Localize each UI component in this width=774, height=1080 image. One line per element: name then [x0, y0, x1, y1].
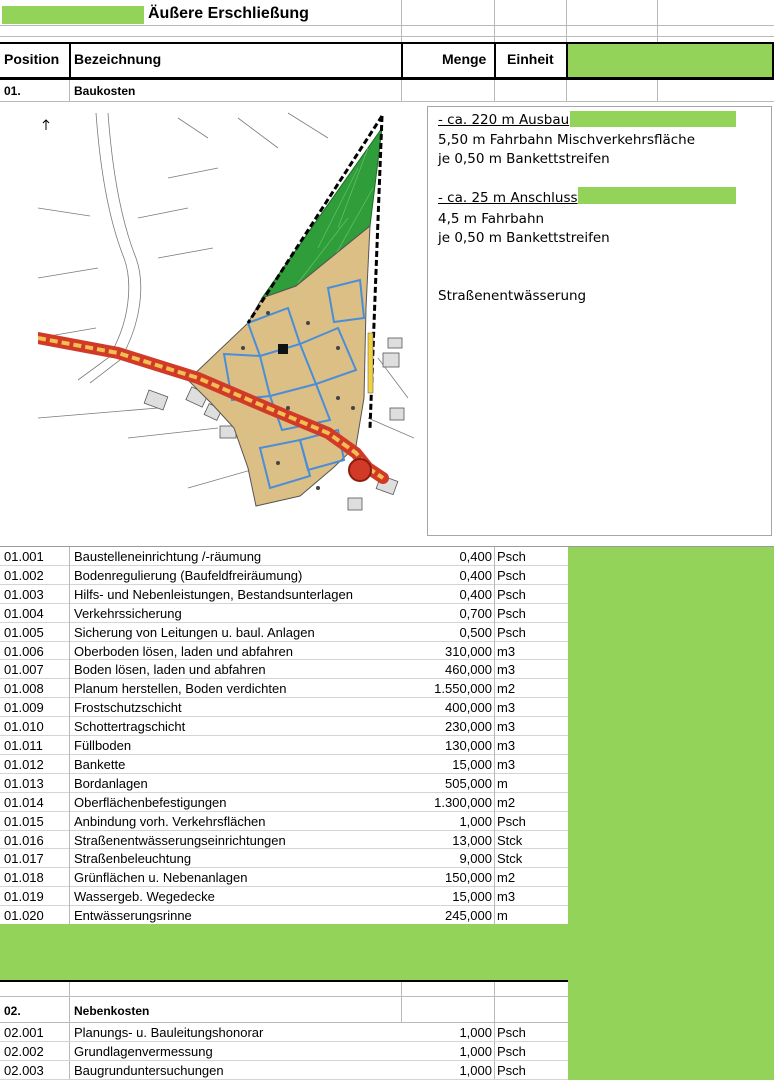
notes-redaction-2: [578, 187, 736, 204]
row-position: 02.003: [4, 1063, 44, 1078]
row-description: Baugrunduntersuchungen: [74, 1063, 224, 1078]
row-position: 01.006: [4, 643, 44, 659]
row-description: Füllboden: [74, 738, 132, 753]
row-unit: m3: [497, 662, 516, 678]
row-description: Entwässerungsrinne: [74, 908, 192, 924]
right-redaction-column: [568, 547, 774, 1080]
row-description: Bodenregulierung (Baufeldfreiräumung): [74, 567, 303, 583]
row-position: 01.011: [4, 738, 43, 753]
row-quantity: 15,000: [452, 756, 492, 772]
row-position: 01.014: [4, 794, 44, 810]
row-description: Planum herstellen, Boden verdichten: [74, 681, 287, 697]
row-unit: m2: [497, 794, 516, 810]
row-position: 01.007: [4, 662, 44, 678]
row-quantity: 310,000: [445, 643, 492, 659]
row-quantity: 505,000: [445, 775, 492, 791]
row-quantity: 130,000: [445, 738, 492, 753]
row-description: Verkehrssicherung: [74, 605, 182, 621]
row-position: 01.010: [4, 719, 44, 735]
row-position: 02.001: [4, 1025, 44, 1040]
row-position: 01.005: [4, 624, 44, 640]
row-description: Straßenentwässerungseinrichtungen: [74, 832, 286, 848]
site-plan-map: [38, 108, 414, 532]
row-quantity: 245,000: [445, 908, 492, 924]
header-einheit: Einheit: [507, 51, 554, 67]
notes-redaction-1: [570, 111, 736, 127]
notes-line-7: Straßenentwässerung: [438, 288, 587, 304]
row-position: 01.015: [4, 813, 44, 829]
row-position: 01.012: [4, 756, 44, 772]
section2-name: Nebenkosten: [74, 1004, 150, 1018]
row-quantity: 0,400: [459, 586, 492, 602]
row-unit: Psch: [497, 586, 526, 602]
section-redaction-bar: [0, 924, 568, 980]
row-description: Oberboden lösen, laden und abfahren: [74, 643, 294, 659]
row-unit: Stck: [497, 832, 523, 848]
row-description: Planungs- u. Bauleitungshonorar: [74, 1025, 264, 1040]
row-unit: m3: [497, 719, 516, 735]
section1-number: 01.: [4, 84, 21, 98]
notes-line-6: je 0,50 m Bankettstreifen: [438, 230, 610, 246]
row-description: Oberflächenbefestigungen: [74, 794, 227, 810]
notes-box: [427, 106, 772, 536]
row-position: 01.013: [4, 775, 44, 791]
header-redaction-bar: [568, 44, 772, 77]
row-quantity: 460,000: [445, 662, 492, 678]
row-position: 02.002: [4, 1044, 44, 1059]
row-unit: m3: [497, 756, 516, 772]
row-position: 01.009: [4, 700, 44, 716]
row-unit: Psch: [497, 624, 526, 640]
row-unit: m2: [497, 870, 516, 886]
row-position: 01.008: [4, 681, 44, 697]
row-quantity: 0,400: [459, 549, 492, 564]
row-description: Grundlagenvermessung: [74, 1044, 213, 1059]
row-description: Frostschutzschicht: [74, 700, 182, 716]
row-unit: Psch: [497, 813, 526, 829]
row-unit: Stck: [497, 851, 523, 867]
header-menge: Menge: [442, 51, 487, 67]
row-description: Bankette: [74, 756, 126, 772]
row-description: Wassergeb. Wegedecke: [74, 889, 215, 905]
row-unit: m3: [497, 738, 516, 753]
row-unit: m: [497, 775, 508, 791]
row-unit: m3: [497, 889, 516, 905]
notes-line-4: - ca. 25 m Anschluss: [438, 190, 578, 206]
row-quantity: 1,000: [459, 1063, 492, 1078]
row-unit: Psch: [497, 1044, 526, 1059]
row-unit: m2: [497, 681, 516, 697]
header-bezeichnung: Bezeichnung: [74, 51, 162, 67]
notes-line-3: je 0,50 m Bankettstreifen: [438, 151, 610, 167]
row-quantity: 0,700: [459, 605, 492, 621]
row-position: 01.019: [4, 889, 44, 905]
row-description: Anbindung vorh. Verkehrsflächen: [74, 813, 266, 829]
row-unit: m3: [497, 643, 516, 659]
row-quantity: 15,000: [452, 889, 492, 905]
row-description: Straßenbeleuchtung: [74, 851, 192, 867]
header-position: Position: [4, 51, 60, 67]
row-unit: Psch: [497, 1025, 526, 1040]
page-title: Äußere Erschließung: [148, 5, 309, 22]
row-quantity: 1.550,000: [434, 681, 492, 697]
row-quantity: 1.300,000: [434, 794, 492, 810]
row-quantity: 1,000: [459, 1025, 492, 1040]
section2-number: 02.: [4, 1004, 21, 1018]
notes-line-2: 5,50 m Fahrbahn Mischverkehrsfläche: [438, 132, 696, 148]
row-description: Bordanlagen: [74, 775, 148, 791]
row-quantity: 150,000: [445, 870, 492, 886]
row-quantity: 1,000: [459, 813, 492, 829]
row-quantity: 0,400: [459, 567, 492, 583]
notes-line-1: - ca. 220 m Ausbau: [438, 112, 570, 128]
row-quantity: 230,000: [445, 719, 492, 735]
row-unit: Psch: [497, 1063, 526, 1078]
section1-name: Baukosten: [74, 84, 136, 98]
row-position: 01.020: [4, 908, 44, 924]
row-unit: Psch: [497, 549, 526, 564]
row-unit: m3: [497, 700, 516, 716]
row-description: Grünflächen u. Nebenanlagen: [74, 870, 248, 886]
row-unit: Psch: [497, 567, 526, 583]
row-description: Boden lösen, laden und abfahren: [74, 662, 266, 678]
row-quantity: 400,000: [445, 700, 492, 716]
row-unit: m: [497, 908, 508, 924]
row-quantity: 1,000: [459, 1044, 492, 1059]
row-description: Schottertragschicht: [74, 719, 186, 735]
row-position: 01.001: [4, 549, 44, 564]
row-position: 01.002: [4, 567, 44, 583]
row-description: Baustelleneinrichtung /-räumung: [74, 549, 262, 564]
row-quantity: 13,000: [452, 832, 492, 848]
row-position: 01.004: [4, 605, 44, 621]
notes-line-5: 4,5 m Fahrbahn: [438, 211, 545, 227]
row-quantity: 0,500: [459, 624, 492, 640]
row-description: Hilfs- und Nebenleistungen, Bestandsunterlagen: [74, 586, 353, 602]
title-redaction-bar: [2, 6, 144, 24]
row-position: 01.003: [4, 586, 44, 602]
row-position: 01.018: [4, 870, 44, 886]
row-unit: Psch: [497, 605, 526, 621]
row-position: 01.017: [4, 851, 44, 867]
row-quantity: 9,000: [459, 851, 492, 867]
row-position: 01.016: [4, 832, 44, 848]
row-description: Sicherung von Leitungen u. baul. Anlagen: [74, 624, 315, 640]
